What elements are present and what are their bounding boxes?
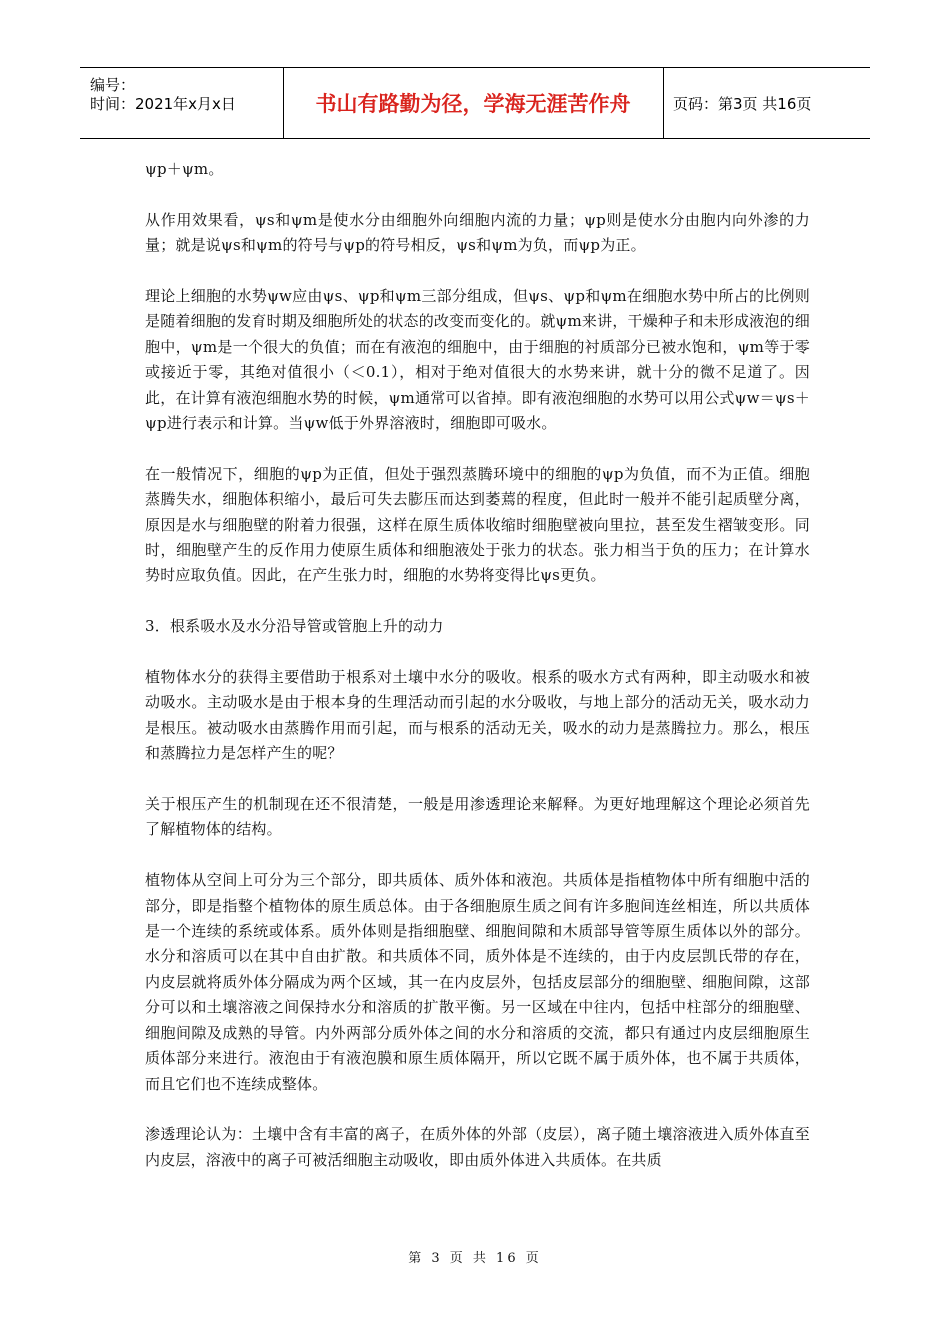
header-motto: 书山有路勤为径，学海无涯苦作舟 xyxy=(315,92,631,116)
document-body xyxy=(145,157,810,1199)
paragraph-osmotic-theory: 渗透理论认为：土壤中含有丰富的离子，在质外体的外部（皮层），离子随土壤溶液进入质外体直至内皮层，溶液中的离子可被活细胞主动吸收，即由质外体进入共质体。在共质 xyxy=(145,1125,810,1169)
header-date: 时间：2021年x月x日 xyxy=(90,95,236,113)
paragraph-effect: 从作用效果看，ψs和ψm是使水分由细胞外向细胞内流的力量；ψp则是使水分由胞内向外渗的力量；就是说ψs和ψm的符号与ψp的符号相反，ψs和ψm为负，而ψp为正。 xyxy=(145,210,810,255)
header-number-label: 编号： xyxy=(90,76,136,94)
header-page-info: 页码：第3页 共16页 xyxy=(673,95,812,113)
paragraph-plant-structure: 植物体从空间上可分为三个部分，即共质体、质外体和液泡。共质体是指植物体中所有细胞中活的部分，即是指整个植物体的原生质总体。由于各细胞原生质之间有许多胞间连丝相连，所以共质体是一个连续的系统或体系。质外体则是指细胞壁、细胞间隙和木质部导管等原生质体以外的部分。水分和溶质可以在其中自由扩散。和共质体不同，质外体是不连续的，由于内皮层凯氏带的存在，内皮层就将质外体分隔成为两个区域，其一在内皮层外，包括皮层部分的细胞壁、细胞间隙，这部分可以和土壤溶液之间保持水分和溶质的扩散平衡。另一区域在中往内，包括中柱部分的细胞壁、细胞间隙及成熟的导管。内外两部分质外体之间的水分和溶质的交流，都只有通过内皮层细胞原生质体部分来进行。液泡由于有液泡膜和原生质体隔开，所以它既不属于质外体，也不属于共质体，而且它们也不连续成整体。 xyxy=(145,871,810,1093)
paragraph-root-pressure: 关于根压产生的机制现在还不很清楚，一般是用渗透理论来解释。为更好地理解这个理论必须首先了解植物体的结构。 xyxy=(145,795,810,839)
paragraph-root-absorption: 植物体水分的获得主要借助于根系对土壤中水分的吸收。根系的吸水方式有两种，即主动吸水和被动吸水。主动吸水是由于根本身的生理活动而引起的水分吸收，与地上部分的活动无关，吸水动力是根压。被动吸水由蒸腾作用而引起，而与根系的活动无关，吸水的动力是蒸腾拉力。那么，根压和蒸腾拉力是怎样产生的呢？ xyxy=(145,668,810,763)
section-heading: 3．根系吸水及水分沿导管或管胞上升的动力 xyxy=(145,617,444,636)
header-motto-cell xyxy=(283,68,664,138)
page-footer: 第 3 页 共 16 页 xyxy=(408,1251,542,1266)
header-page-cell xyxy=(663,68,870,138)
document-header xyxy=(80,67,870,139)
header-info-cell xyxy=(80,68,284,138)
paragraph-pressure-potential: 在一般情况下，细胞的ψp为正值，但处于强烈蒸腾环境中的细胞的ψp为负值，而不为正值。细胞蒸腾失水，细胞体积缩小，最后可失去膨压而达到萎蔫的程度，但此时一般并不能引起质壁分离，原因是水与细胞壁的附着力很强，这样在原生质体收缩时细胞壁被向里拉，甚至发生褶皱变形。同时，细胞壁产生的反作用力使原生质体和细胞液处于张力的状态。张力相当于负的压力；在计算水势时应取负值。因此，在产生张力时，细胞的水势将变得比ψs更负。 xyxy=(145,464,810,585)
paragraph-formula-tail: ψp＋ψm。 xyxy=(145,160,224,178)
paragraph-water-potential-theory: 理论上细胞的水势ψw应由ψs、ψp和ψm三部分组成，但ψs、ψp和ψm在细胞水势中所占的比例则是随着细胞的发育时期及细胞所处的状态的改变而变化的。就ψm来讲，干燥种子和未形成液泡的细胞中，ψm是一个很大的负值；而在有液泡的细胞中，由于细胞的衬质部分已被水饱和，ψm等于零或接近于零，其绝对值很小（＜0.1），相对于绝对值很大的水势来讲，就十分的微不足道了。因此，在计算有液泡细胞水势的时候，ψm通常可以省掉。即有液泡细胞的水势可以用公式ψw＝ψs＋ψp进行表示和计算。当ψw低于外界溶液时，细胞即可吸水。 xyxy=(145,287,810,433)
